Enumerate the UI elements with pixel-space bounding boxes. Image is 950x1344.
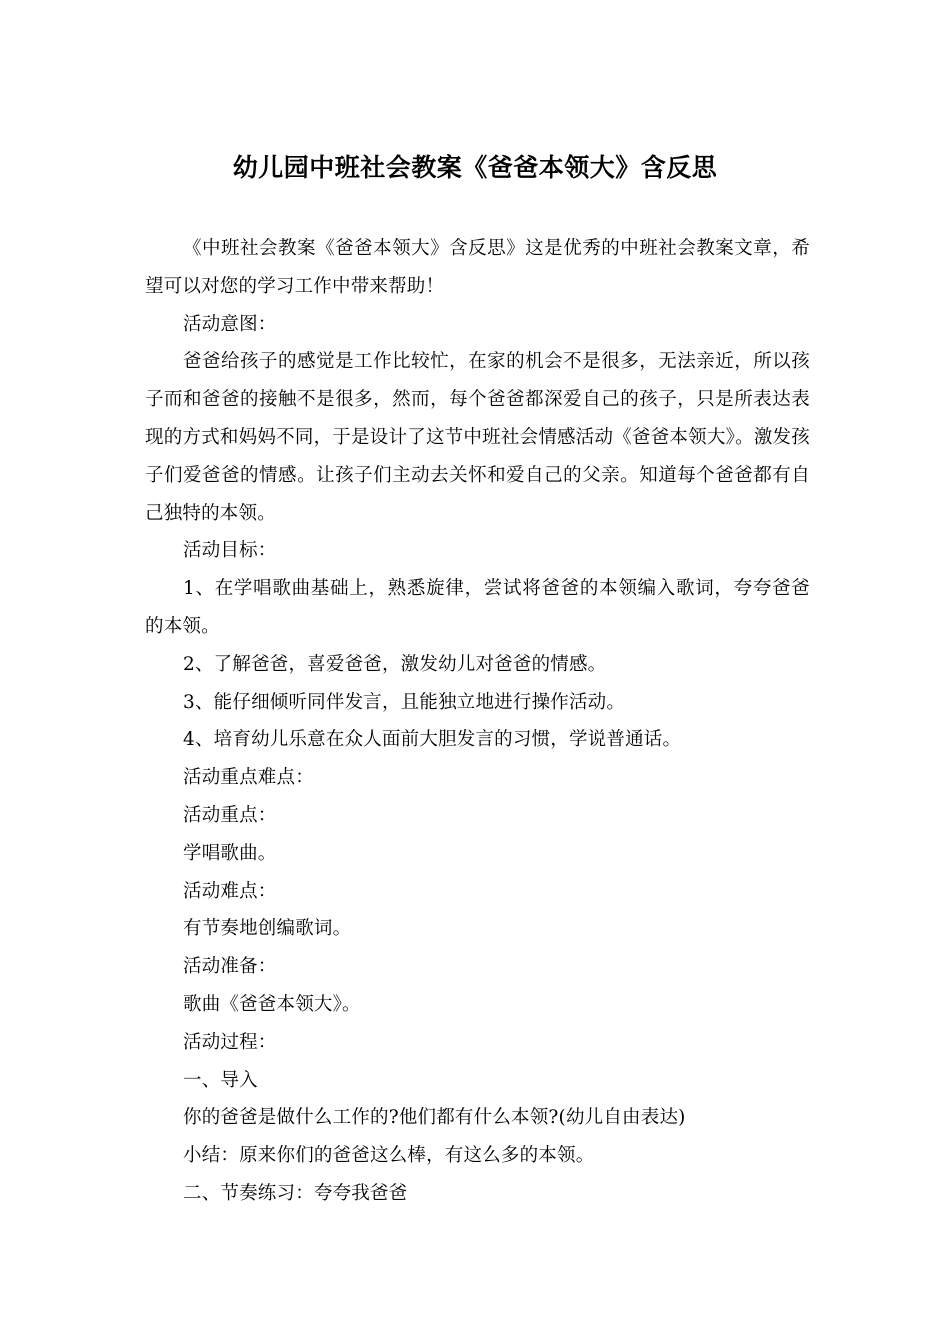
goal-item-1: 1、在学唱歌曲基础上，熟悉旋律，尝试将爸爸的本领编入歌词，夸夸爸爸的本领。 bbox=[145, 578, 810, 637]
process-step-1-question: 你的爸爸是做什么工作的?他们都有什么本领?(幼儿自由表达) bbox=[183, 1107, 686, 1129]
heading-key-point: 活动重点： bbox=[183, 804, 277, 826]
process-step-2-heading: 二、节奏练习：夸夸我爸爸 bbox=[183, 1182, 408, 1204]
paragraph-intro: 《中班社会教案《爸爸本领大》含反思》这是优秀的中班社会教案文章，希望可以对您的学习工作中带来帮助！ bbox=[145, 238, 810, 297]
document-body bbox=[145, 230, 810, 1213]
heading-activity-goals: 活动目标： bbox=[183, 540, 277, 562]
paragraph-activity-intent: 爸爸给孩子的感觉是工作比较忙，在家的机会不是很多，无法亲近，所以孩子而和爸爸的接触不是很多，然而，每个爸爸都深爱自己的孩子，只是所表达表现的方式和妈妈不同，于是设计了这节中班社会情感活动《爸爸本领大》。激发孩子们爱爸爸的情感。让孩子们主动去关怀和爱自己的父亲。知道每个爸爸都有自己独特的本领。 bbox=[145, 351, 810, 524]
key-point-text: 学唱歌曲。 bbox=[183, 842, 277, 864]
goal-item-2: 2、了解爸爸，喜爱爸爸，激发幼儿对爸爸的情感。 bbox=[183, 653, 607, 675]
heading-key-difficult-points: 活动重点难点： bbox=[183, 767, 314, 789]
goal-item-4: 4、培育幼儿乐意在众人面前大胆发言的习惯，学说普通话。 bbox=[183, 729, 682, 751]
process-step-1-summary: 小结：原来你们的爸爸这么棒，有这么多的本领。 bbox=[183, 1145, 595, 1167]
heading-difficult-point: 活动难点： bbox=[183, 880, 277, 902]
document-title: 幼儿园中班社会教案《爸爸本领大》含反思 bbox=[232, 153, 718, 182]
goal-item-3: 3、能仔细倾听同伴发言，且能独立地进行操作活动。 bbox=[183, 691, 626, 713]
preparation-text: 歌曲《爸爸本领大》。 bbox=[183, 993, 361, 1015]
heading-process: 活动过程： bbox=[183, 1031, 277, 1053]
heading-activity-intent: 活动意图： bbox=[183, 313, 277, 335]
difficult-point-text: 有节奏地创编歌词。 bbox=[183, 918, 352, 940]
heading-preparation: 活动准备： bbox=[183, 956, 277, 978]
process-step-1-heading: 一、导入 bbox=[183, 1069, 258, 1091]
